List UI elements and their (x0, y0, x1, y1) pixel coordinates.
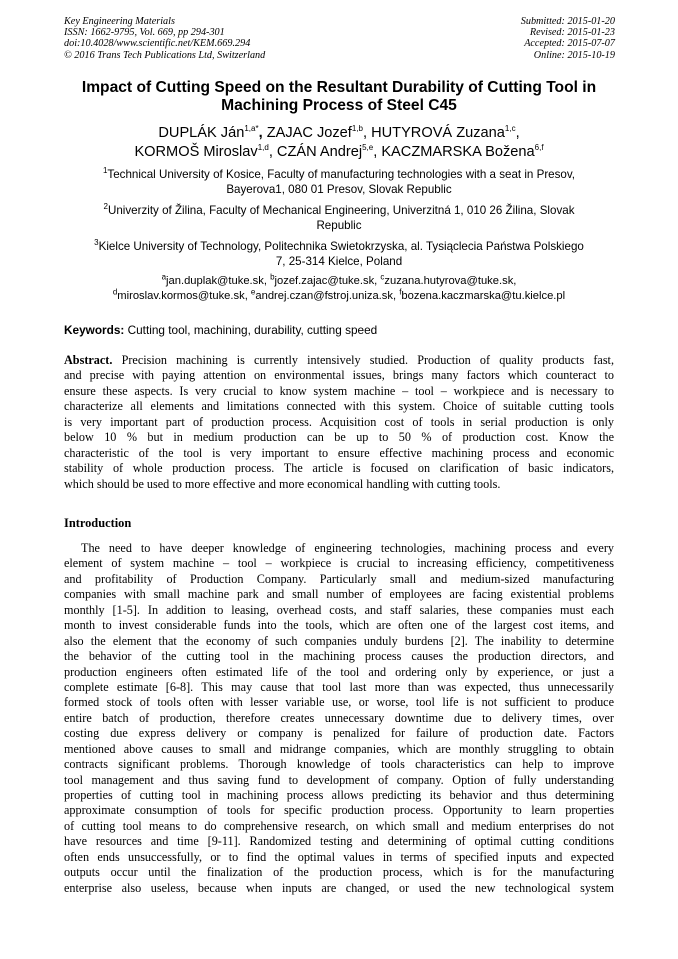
author-affiliation-mark: 1,c (504, 124, 516, 134)
affiliation-line (64, 239, 614, 254)
paper-title-line: Impact of Cutting Speed on the Resultant Durability of Cutting Tool in (81, 79, 597, 96)
author-separator: , (515, 125, 520, 141)
author-separator: , (258, 125, 267, 141)
body-line: mentioned above causes to small and midrange companies, which are monthly struggling to obtain (64, 741, 614, 756)
email-mark: c (380, 272, 385, 282)
body-line: often ends unsuccessfully, or to find the optimal values in terms of specified inputs and expected (64, 849, 614, 864)
author-affiliation-mark: 1,d (257, 142, 269, 152)
email-mark: e (250, 287, 256, 297)
author-separator: , (268, 143, 277, 160)
journal-copyright: © 2016 Trans Tech Publications Ltd, Switzerland (64, 49, 266, 61)
body-line: companies with small machine park and small number of employees are facing existential problems (64, 587, 614, 602)
author-separator: , (362, 125, 372, 141)
author-affiliation-mark: 5,e (362, 142, 374, 152)
author-name: DUPLÁK Ján (158, 125, 245, 141)
affiliation (64, 239, 614, 269)
journal-info (64, 16, 265, 61)
section-heading-introduction: Introduction (64, 516, 132, 530)
journal-issn: ISSN: 1662-9795, Vol. 669, pp 294-301 (64, 27, 225, 39)
date-submitted: Submitted: 2015-01-20 (520, 16, 615, 27)
body-line: The need to have deeper knowledge of engineering technologies, machining process and every (81, 541, 614, 555)
affiliation-text: Technical University of Kosice, Faculty of manufacturing technologies with a seat in Presov, (107, 168, 576, 181)
abstract-line: which should be used to more effective and more economical handling with cutting tools. (64, 476, 501, 491)
email-link[interactable]: bozena.kaczmarska@tu.kielce.pl (401, 290, 566, 302)
affiliation-text: Univerzity of Žilina, Faculty of Mechanical Engineering, Univerzitná 1, 010 26 Žilina, Slovak (107, 204, 575, 217)
author-emails (64, 274, 614, 304)
author-name: CZÁN Andrej (276, 143, 363, 160)
body-line: month to invest considerable funds into the tools, which are often one of the largest cost items, and (64, 618, 614, 633)
email-mark: d (112, 287, 118, 297)
affiliation-text: Kielce University of Technology, Politechnika Swietokrzyska, al. Tysiąclecia Państwa Polskiego (98, 240, 584, 253)
body-line: production engineers often estimated life of the tool and ordering only by experience, or just a (64, 664, 614, 679)
body-line: and profitability of Production Company. Particularly small and medium-sized manufacturing (64, 571, 614, 586)
affiliation-number: 1 (102, 166, 108, 176)
body-line: of cutting tool means to do comprehensive research, on which small and medium enterprises do not (64, 818, 614, 833)
date-revised: Revised: 2015-01-23 (529, 27, 615, 39)
author-affiliation-mark: 6,f (534, 142, 544, 152)
abstract-line: stability of whole production process. The article is focused on clarification of basic indicators, (64, 461, 614, 476)
email-line: $^d$miroslav.kormos@tuke.sk, $^e$andrej.czan@fstroj.uniza.sk, $^f$bozena.kaczmarska@tu.kielce.pl (112, 287, 566, 302)
author-name: KORMOŠ Miroslav (134, 143, 258, 160)
author-affiliation-mark: 1,b (351, 124, 363, 134)
affiliation (64, 167, 614, 197)
author-separator: , (373, 143, 382, 160)
affiliation (64, 203, 614, 233)
publication-dates (521, 16, 615, 61)
body-line: also the element that the economy of such companies unduly burdens [2]. The inability to determine (64, 633, 614, 648)
keywords-text: Cutting tool, machining, durability, cutting speed (124, 323, 378, 337)
body-line: enterprise also useless, because when inputs are changed, or used the new technological system (64, 880, 614, 895)
email-link[interactable]: zuzana.hutyrova@tuke.sk (384, 275, 514, 287)
body-line: element of system machine – tool – workpiece is crucial to increasing efficiency, competitiveness (64, 556, 614, 571)
body-line: have resources and time [9-11]. Randomized testing and determining of optimal cutting conditions (64, 834, 614, 849)
email-link[interactable]: jozef.zajac@tuke.sk (274, 275, 375, 287)
body-line: costing due express delivery or company is penalized for failure of production date. Factors (64, 726, 614, 741)
body-line: properties of cutting tool in machining process allows predicting its behavior and thus determining (64, 788, 614, 802)
abstract (64, 353, 614, 492)
abstract-text: Precision machining is currently intensively studied. Production of quality products fast, (112, 353, 614, 367)
author-affiliation-mark: 1,a* (244, 124, 259, 134)
affiliation-line (64, 167, 614, 182)
email-mark: b (270, 272, 275, 282)
email-mark: a (161, 272, 167, 282)
email-line: $^a$jan.duplak@tuke.sk, $^b$jozef.zajac@tuke.sk, $^c$zuzana.hutyrova@tuke.sk, (161, 272, 517, 287)
author-name: HUTYROVÁ Zuzana (371, 125, 505, 141)
abstract-line: is very important part of production process. Acquisition cost of tools in serial production is only (64, 414, 614, 429)
affiliation-number: 2 (103, 202, 108, 212)
abstract-label: Abstract. (64, 353, 113, 367)
body-line: formed stock of tools often with lesser variable use, or worse, tool life is not sufficient to produce (64, 695, 614, 710)
body-line: approximate consumption of tools for specific production process. Opportunity to learn properties (64, 803, 614, 818)
journal-name: Key Engineering Materials (64, 16, 175, 27)
author-name: KACZMARSKA Božena (381, 143, 535, 160)
abstract-line: characteristic of the tool is very important to ensure effective machining process and economic (64, 445, 614, 460)
affiliation-line: Bayerova1, 080 01 Presov, Slovak Republic (226, 183, 452, 196)
body-line: contracts significant problems. Thorough knowledge of tools characteristics can help to improve (64, 757, 614, 772)
abstract-line: characterize all elements and limitations connected with this system. Choice of suitable cutting tools (64, 399, 614, 414)
body-line: outputs occur until the finalization of the production process, which is for the manufacturing (64, 865, 614, 880)
body-line: complete estimate [6-8]. This may cause that tool last more than was expected, thus unnecessarily (64, 679, 614, 694)
email-mark: f (399, 287, 402, 297)
email-link[interactable]: jan.duplak@tuke.sk (166, 275, 264, 287)
date-online: Online: 2015-10-19 (533, 49, 615, 61)
paper-title (64, 79, 614, 115)
date-accepted: Accepted: 2015-07-07 (524, 38, 615, 50)
affiliation-line (64, 203, 614, 218)
abstract-line (64, 353, 614, 368)
affiliation-line: Republic (316, 219, 362, 232)
author-name: ZAJAC Jozef (266, 125, 352, 141)
affiliation-line: 7, 25-314 Kielce, Poland (275, 255, 403, 268)
keywords (64, 323, 614, 338)
paper-title-line: Machining Process of Steel C45 (221, 97, 457, 114)
body-line: entire batch of production, therefore creates unnecessary downtime due to delivery times, over (64, 710, 614, 725)
author-line (64, 124, 614, 143)
abstract-line: and precise with paying attention on environmental issues, brings many factors which counteract to (64, 368, 614, 383)
author-line (64, 143, 614, 162)
abstract-line: below 10 % but in medium production can be up to 50 % of production cost. Know the (64, 430, 614, 445)
introduction-body (64, 541, 614, 896)
email-link[interactable]: andrej.czan@fstroj.uniza.sk (255, 290, 393, 302)
email-link[interactable]: miroslav.kormos@tuke.sk (117, 290, 245, 302)
abstract-line: ensure these aspects. Is very crucial to know system machine – tool – workpiece and is necessary to (64, 383, 614, 398)
body-line: the behavior of the cutting tool in the machining process causes the production directors, and (64, 649, 614, 664)
keywords-label: Keywords: (64, 323, 125, 337)
affiliation-number: 3 (94, 238, 99, 248)
body-line: tool management and thus saving fund to development of company. Option of fully understanding (64, 772, 614, 787)
author-list (64, 124, 614, 161)
body-line: monthly [1-5]. In addition to leasing, overhead costs, and staff salaries, these companies must each (64, 602, 614, 617)
journal-doi[interactable]: doi:10.4028/www.scientific.net/KEM.669.294 (64, 38, 251, 50)
